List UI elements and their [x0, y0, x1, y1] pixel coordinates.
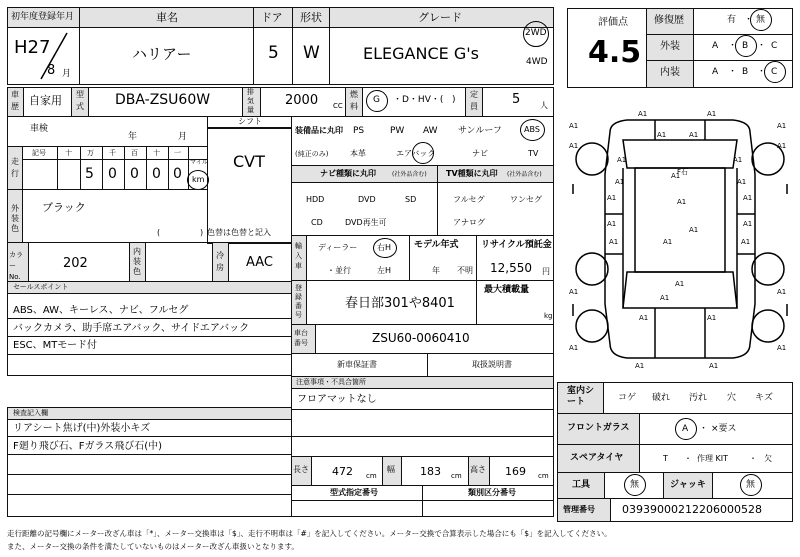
- exterior-label: 外装: [660, 41, 680, 52]
- mile-label: マイル: [190, 159, 208, 166]
- spare-opt: T: [663, 454, 668, 463]
- spare-opt: 欠: [764, 454, 772, 463]
- repair-opt-no: 無: [756, 15, 766, 25]
- fuel-opt-close: ): [452, 95, 456, 105]
- mileage-label: 走行: [11, 157, 19, 178]
- seat-opt: 汚れ: [689, 393, 708, 403]
- interior-color-label: 内装色: [133, 247, 141, 276]
- drive-2wd: 2WD: [525, 28, 547, 38]
- sales-line: [7, 336, 292, 337]
- record-line: [7, 494, 292, 495]
- interior-color-cell: [145, 242, 213, 282]
- equip-abs: ABS: [524, 125, 540, 134]
- glass-dot: ・: [699, 424, 709, 434]
- glass-label: フロントガラス: [567, 423, 630, 433]
- height-label: 高さ: [470, 465, 486, 474]
- ac-value: AAC: [246, 255, 273, 270]
- mgmt-label: 管理番号: [563, 505, 595, 514]
- length-cm: cm: [366, 472, 377, 480]
- width-cm: cm: [451, 472, 462, 480]
- cc-unit: CC: [333, 102, 343, 110]
- svg-text:A1: A1: [741, 238, 751, 246]
- sales-line: [7, 318, 292, 319]
- equip-airbag: エアバック: [396, 149, 436, 158]
- drive-4wd: 4WD: [526, 57, 548, 67]
- svg-text:A1: A1: [777, 122, 787, 130]
- import-left: 左H: [377, 266, 392, 275]
- spare-opt: ・: [684, 454, 692, 463]
- wheel-rear-left-icon: [576, 253, 608, 285]
- svg-text:A1: A1: [569, 142, 579, 150]
- width-label: 幅: [387, 465, 395, 474]
- navi-cd: CD: [311, 218, 323, 227]
- mileage-juu-label: 十: [153, 149, 160, 157]
- modelyear-unknown: 不明: [457, 266, 473, 275]
- year-label: 初年度登録年月: [11, 12, 75, 22]
- svg-text:A1: A1: [777, 344, 787, 352]
- svg-text:A1: A1: [607, 220, 617, 228]
- svg-text:A1: A1: [657, 131, 667, 139]
- mileage-digit: 0: [152, 166, 161, 182]
- mileage-ten-label: 十: [65, 149, 72, 157]
- color-note-close: ): [200, 228, 204, 237]
- navi-dvd: DVD: [358, 195, 376, 204]
- svg-text:A1: A1: [569, 344, 579, 352]
- mileage-sen-label: 千: [109, 149, 116, 157]
- shift-divider: [207, 127, 292, 129]
- tv-fullseg: フルセグ: [453, 195, 485, 204]
- type-divider: [291, 500, 423, 501]
- exterior-opt-dot2: ・: [757, 41, 767, 51]
- sales-line-text: ABS、AW、キーレス、ナビ、フルセグ: [13, 305, 189, 316]
- mileage-divider: [22, 159, 208, 160]
- roof-icon: [635, 168, 725, 272]
- name-value: ハリアー: [132, 45, 192, 63]
- manual-label: 取扱説明書: [472, 360, 512, 369]
- navi-label: ナビ種類に丸印: [320, 169, 376, 178]
- name-label: 車名: [156, 11, 178, 24]
- navi-sub: (社外品含む): [392, 171, 427, 178]
- model-label: 型式: [76, 90, 84, 111]
- svg-text:A1: A1: [707, 314, 717, 322]
- svg-text:A1: A1: [707, 110, 717, 118]
- svg-text:A1: A1: [639, 314, 649, 322]
- exterior-opt-c: C: [771, 41, 778, 51]
- svg-text:A1: A1: [617, 156, 627, 164]
- mileage-col6: [168, 146, 169, 190]
- footer-line2: また、メーター交換の条件を満たしていないものはメーター改ざん車扱いとなります。: [7, 542, 299, 551]
- tool-label: 工具: [572, 480, 591, 490]
- mileage-digit: 0: [108, 166, 117, 182]
- model-value: DBA-ZSU60W: [115, 92, 211, 108]
- svg-text:A1: A1: [737, 178, 747, 186]
- record-line: [7, 474, 292, 475]
- tv-analog: アナログ: [453, 218, 485, 227]
- svg-text:A1: A1: [689, 226, 699, 234]
- tv-oneseg: ワンセグ: [510, 195, 542, 204]
- svg-text:A1: A1: [743, 194, 753, 202]
- seat-label: 室内シート: [567, 386, 595, 407]
- length-value: 472: [332, 465, 353, 478]
- glass-x: ×要ス: [711, 424, 737, 434]
- spare-right-icon: [752, 310, 784, 342]
- load-label: 最大積載量: [484, 285, 530, 295]
- sales-title: セールスポイント: [13, 283, 69, 291]
- month-unit: 月: [62, 69, 72, 79]
- ac-label: 冷房: [216, 251, 224, 272]
- navi-dvd-play: DVD再生可: [345, 218, 387, 227]
- wheel-rear-right-icon: [752, 253, 784, 285]
- spare-left-icon: [576, 310, 608, 342]
- seat-opt: 穴: [727, 393, 737, 403]
- equip-navi: ナビ: [472, 149, 488, 158]
- score-label: 評価点: [598, 17, 628, 28]
- shift-cell: [207, 116, 292, 244]
- svg-text:A1: A1: [777, 142, 787, 150]
- type-label: 型式指定番号: [330, 488, 378, 497]
- grade-label: グレード: [418, 11, 462, 24]
- spare-opt: ・: [749, 454, 757, 463]
- shape-label: 形状: [300, 11, 322, 24]
- score-value: 4.5: [588, 35, 642, 70]
- mileage-man-label: 万: [87, 149, 94, 157]
- navi-hdd: HDD: [306, 195, 325, 204]
- glass-a: A: [682, 424, 689, 434]
- capacity-label: 定員: [470, 90, 478, 111]
- chassis-label: 車台番号: [294, 329, 308, 347]
- mileage-hyaku-label: 百: [131, 149, 138, 157]
- svg-text:A1: A1: [663, 238, 673, 246]
- car-diagram: [565, 104, 795, 376]
- rear-window-icon: [623, 272, 737, 308]
- import-right: 右H: [377, 243, 392, 252]
- windshield-icon: [623, 140, 737, 168]
- spare-opt: 作理 KIT: [697, 454, 729, 463]
- svg-text:A1: A1: [689, 131, 699, 139]
- inspection-month: 月: [178, 132, 188, 142]
- svg-text:A1: A1: [777, 288, 787, 296]
- interior-opt-b: B: [742, 67, 749, 77]
- warranty-label: 新車保証書: [337, 360, 377, 369]
- mileage-col5: [146, 146, 147, 190]
- navi-sd: SD: [405, 195, 417, 204]
- capacity-value: 5: [512, 92, 521, 107]
- colorno-label: カラーNo.: [9, 251, 23, 281]
- color-value: ブラック: [42, 201, 86, 214]
- equip-ps: PS: [353, 126, 365, 136]
- record-title: 検査記入欄: [13, 409, 48, 417]
- door-value: 5: [268, 43, 279, 63]
- svg-text:A1: A1: [569, 288, 579, 296]
- interior-opt-a: A: [712, 67, 719, 77]
- recycle-label: リサイクル預託金: [481, 240, 552, 250]
- sales-line-text: ESC、MTモード付: [13, 340, 97, 351]
- person-unit: 人: [540, 101, 548, 110]
- svg-text:A1: A1: [677, 198, 687, 206]
- import-dealer: ディーラー: [318, 243, 358, 252]
- record-title-bar: [7, 407, 292, 420]
- equip-sunroof: サンルーフ: [458, 126, 502, 136]
- svg-text:A1: A1: [675, 280, 685, 288]
- mileage-col4: [124, 146, 125, 190]
- notes-line: [291, 436, 554, 437]
- grade-value: ELEGANCE G's: [363, 44, 479, 63]
- fuel-opt-rest: ・D・HV・(: [393, 95, 444, 105]
- equip-leather: 本革: [350, 149, 366, 158]
- jack-value: 無: [746, 480, 756, 490]
- reg-value: 春日部301や8401: [345, 296, 455, 311]
- color-label: 外装色: [11, 204, 19, 233]
- reg-label: 登録番号: [295, 284, 302, 319]
- svg-text:A1: A1: [671, 172, 681, 180]
- door-label: ドア: [261, 11, 283, 24]
- mileage-col1: [57, 146, 58, 190]
- equip-aw: AW: [423, 126, 438, 136]
- seat-opt: キズ: [755, 393, 773, 403]
- svg-text:F石: F石: [677, 168, 689, 176]
- inspection-year: 年: [128, 132, 138, 142]
- class-label: 類別区分番号: [468, 488, 516, 497]
- mileage-digit: 0: [130, 166, 139, 182]
- interior-opt-dot2: ・: [757, 67, 767, 77]
- seat-opt: 破れ: [652, 393, 671, 403]
- tv-label: TV種類に丸印: [446, 169, 498, 178]
- sales-line: [7, 354, 292, 355]
- repair-opt-dot: ・: [744, 15, 754, 25]
- interior-opt-c: C: [771, 67, 778, 77]
- mileage-digit: 0: [173, 166, 182, 182]
- width-value: 183: [420, 465, 441, 478]
- repair-opt-yes: 有: [727, 15, 737, 25]
- exterior-opt-b: B: [742, 41, 749, 51]
- svg-text:A1: A1: [743, 220, 753, 228]
- chassis-value: ZSU60-0060410: [372, 331, 470, 345]
- exterior-opt-dot1: ・: [728, 41, 738, 51]
- color-note-open: (: [157, 228, 161, 237]
- displacement-value: 2000: [285, 93, 319, 108]
- tool-value: 無: [630, 480, 640, 490]
- svg-text:A1: A1: [615, 178, 625, 186]
- svg-text:A1: A1: [607, 194, 617, 202]
- repair-value-cell: [693, 8, 793, 35]
- spare-label: スペアタイヤ: [570, 453, 624, 463]
- seat-opt: コゲ: [618, 393, 637, 403]
- record-line: [7, 436, 292, 437]
- svg-text:A1: A1: [569, 122, 579, 130]
- wheel-front-left-icon: [576, 143, 608, 175]
- equip-tv: TV: [528, 149, 539, 158]
- recycle-yen: 円: [542, 267, 550, 276]
- notes-line: [291, 409, 554, 410]
- equip-label: 装備品に丸印: [295, 126, 343, 135]
- svg-text:A1: A1: [733, 156, 743, 164]
- length-label: 長さ: [293, 465, 309, 474]
- svg-text:A1: A1: [635, 362, 645, 370]
- footer-line1: 走行距離の記号欄にメーター改ざん車は「*」、メーター交換車は「$」、走行不明車は「#」を記入してください。メーター交換で合算表示した場合にも「$」を記入してください。: [7, 529, 612, 538]
- height-value: 169: [505, 465, 526, 478]
- svg-text:A1: A1: [660, 294, 670, 302]
- modelyear-label: モデル年式: [414, 240, 459, 250]
- mileage-col3: [102, 146, 103, 190]
- shape-value: W: [303, 43, 320, 63]
- mileage-col2: [80, 146, 81, 190]
- load-kg: kg: [544, 312, 553, 320]
- record-line-text: リアシート焦げ(中)外装小キズ: [13, 423, 151, 434]
- svg-text:A1: A1: [709, 362, 719, 370]
- mileage-ichi-label: 一: [174, 149, 181, 157]
- mgmt-value: 0393900021220600052​8: [622, 503, 762, 516]
- colorno-value: 202: [63, 256, 88, 271]
- svg-text:A1: A1: [609, 238, 619, 246]
- history-label: 車歴: [11, 90, 19, 111]
- displacement-label: 排気量: [247, 88, 254, 114]
- year-value: H27: [14, 37, 51, 58]
- record-line-text: F廻り飛び石、Fガラス飛び石(中): [13, 441, 163, 452]
- repair-label: 修復歴: [654, 15, 684, 26]
- shift-value: CVT: [233, 152, 265, 171]
- class-divider: [422, 500, 554, 501]
- svg-text:A1: A1: [638, 110, 648, 118]
- interior-opt-dot1: ・: [728, 67, 738, 77]
- mileage-digit: 5: [85, 166, 94, 182]
- equip-pw: PW: [390, 126, 405, 136]
- sales-line-text: バックカメラ、助手席エアバック、サイドエアバック: [13, 323, 250, 334]
- notes-value: フロアマットなし: [297, 394, 377, 405]
- km-label: km: [192, 175, 205, 184]
- color-note: 色替は色替と記入: [207, 228, 271, 237]
- exterior-opt-a: A: [712, 41, 719, 51]
- record-line: [7, 454, 292, 455]
- modelyear-year: 年: [432, 266, 440, 275]
- usage-value: 自家用: [29, 94, 62, 107]
- jack-label: ジャッキ: [670, 480, 706, 490]
- height-cm: cm: [538, 472, 549, 480]
- fuel-opt-g: G: [373, 95, 380, 105]
- notes-title: 注意事項・不具合箇所: [296, 378, 366, 386]
- shift-label: シフト: [238, 117, 262, 126]
- recycle-value: 12,550: [490, 261, 532, 275]
- mileage-code-label: 記号: [32, 149, 46, 157]
- interior-label: 内装: [660, 67, 680, 78]
- import-parallel: ・並行: [327, 266, 351, 275]
- tv-sub: (社外品含む): [507, 171, 542, 178]
- import-label: 輸入車: [295, 242, 302, 270]
- color-cell: [22, 189, 208, 243]
- fuel-label: 燃料: [350, 90, 358, 111]
- month-value: 8: [47, 63, 56, 78]
- equip-sub: (純正のみ): [295, 150, 329, 158]
- inspection-label: 車検: [30, 124, 49, 134]
